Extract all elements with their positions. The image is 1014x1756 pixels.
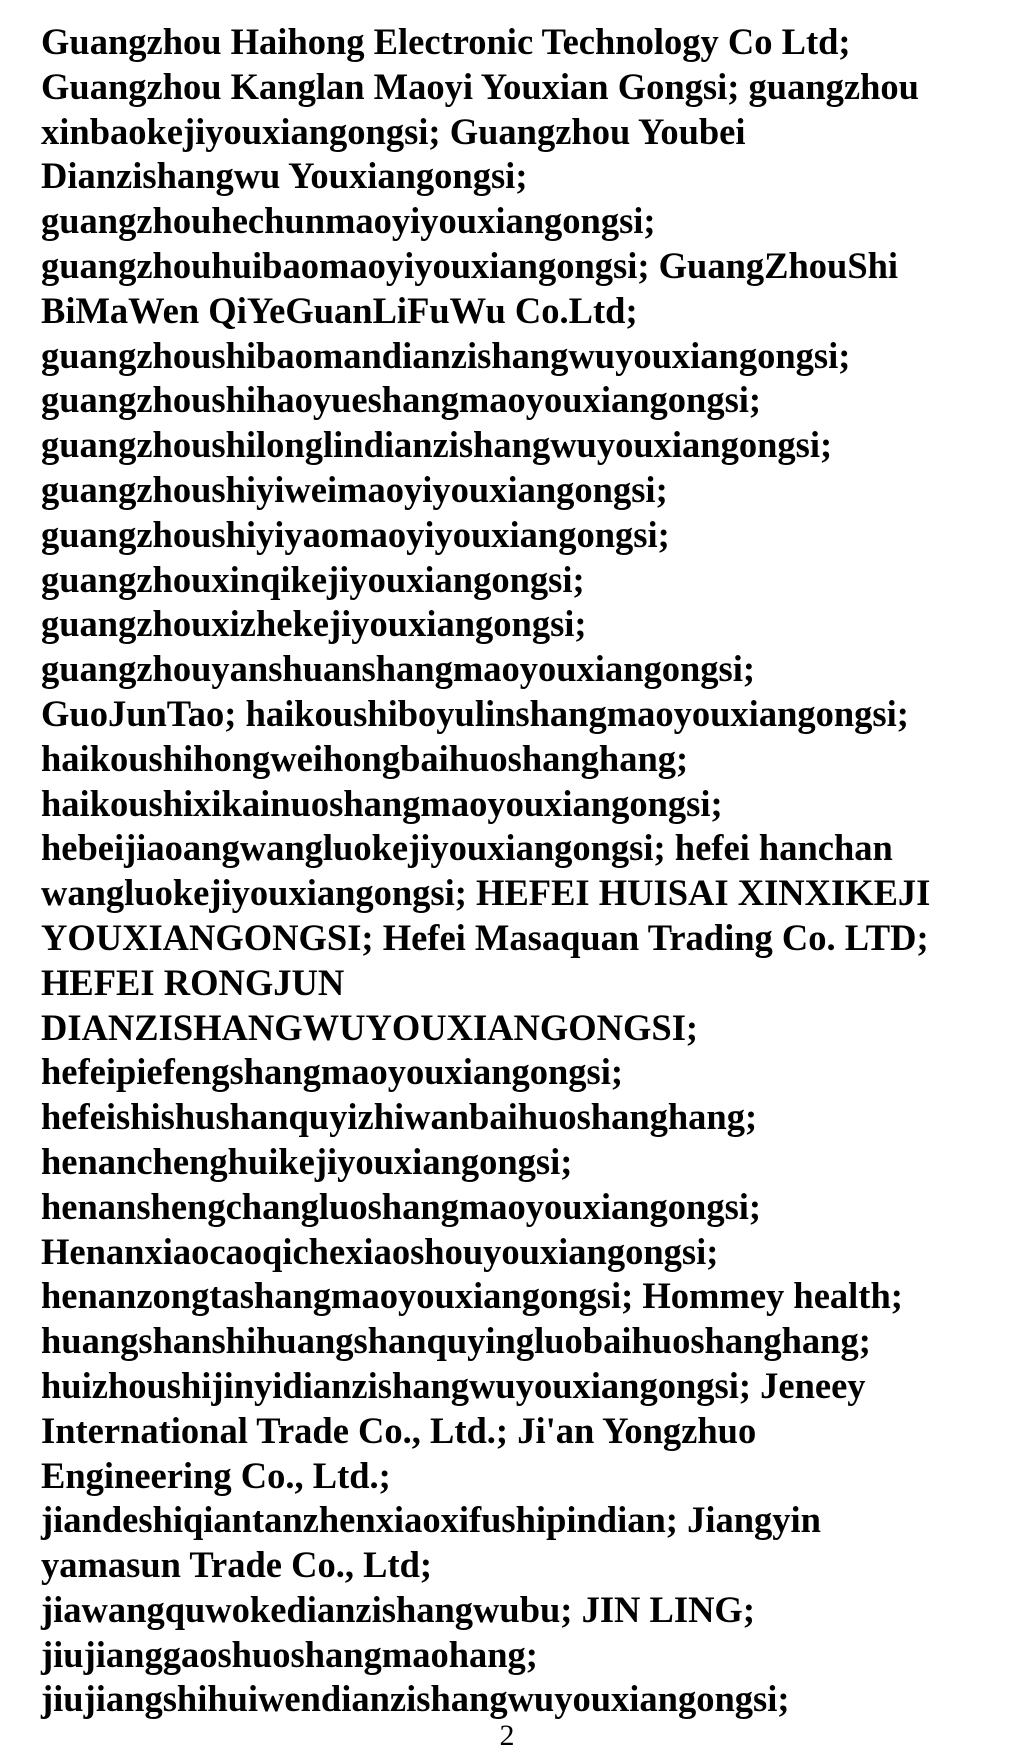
document-line: YOUXIANGONGSI; Hefei Masaquan Trading Co. LTD; (41, 916, 929, 958)
document-line: guangzhouhechunmaoyiyouxiangongsi; (41, 200, 656, 242)
document-line: jiandeshiqiantanzhenxiaoxifushipindian; Jiangyin (41, 1499, 821, 1541)
document-line: wangluokejiyouxiangongsi; HEFEI HUISAI XINXIKEJI (41, 872, 931, 914)
document-line: International Trade Co., Ltd.; Ji'an Yongzhuo (41, 1409, 757, 1451)
document-line: xinbaokejiyouxiangongsi; Guangzhou Youbei (41, 110, 746, 152)
document-line: guangzhoushilonglindianzishangwuyouxiangongsi; (41, 424, 833, 466)
document-line: guangzhouxizhekejiyouxiangongsi; (41, 603, 587, 645)
document-line: Henanxiaocaoqichexiaoshouyouxiangongsi; (41, 1230, 719, 1272)
document-line: hefeishishushanquyizhiwanbaihuoshanghang; (41, 1096, 758, 1138)
document-line: henanchenghuikejiyouxiangongsi; (41, 1140, 573, 1182)
document-line: guangzhoushiyiyaomaoyiyouxiangongsi; (41, 513, 670, 555)
document-line: guangzhouhuibaomaoyiyouxiangongsi; GuangZhouShi (41, 244, 899, 286)
document-line: Dianzishangwu Youxiangongsi; (41, 155, 528, 197)
document-line: DIANZISHANGWUYOUXIANGONGSI; (41, 1006, 699, 1048)
document-line: henanzongtashangmaoyouxiangongsi; Hommey health; (41, 1275, 903, 1317)
document-line: jiujiangshihuiwendianzishangwuyouxiangongsi; (41, 1678, 790, 1720)
document-line: guangzhoushibaomandianzishangwuyouxiangongsi; (41, 334, 851, 376)
document-line: guangzhoushihaoyueshangmaoyouxiangongsi; (41, 379, 762, 421)
document-line: guangzhoushiyiweimaoyiyouxiangongsi; (41, 468, 668, 510)
page-number: 2 (499, 1719, 515, 1752)
document-line: Engineering Co., Ltd.; (41, 1454, 391, 1496)
document-line: haikoushixikainuoshangmaoyouxiangongsi; (41, 782, 723, 824)
document-line: hefeipiefengshangmaoyouxiangongsi; (41, 1051, 624, 1093)
document-line: henanshengchangluoshangmaoyouxiangongsi; (41, 1185, 762, 1227)
document-line: Guangzhou Haihong Electronic Technology Co Ltd; (41, 21, 851, 62)
document-line: jiujianggaoshuoshangmaohang; (41, 1633, 538, 1675)
document-line: BiMaWen QiYeGuanLiFuWu Co.Ltd; (41, 289, 638, 331)
document-line: huangshanshihuangshanquyingluobaihuoshanghang; (41, 1320, 871, 1362)
document-line: guangzhouxinqikejiyouxiangongsi; (41, 558, 585, 600)
document-line: hebeijiaoangwangluokejiyouxiangongsi; hefei hanchan (41, 827, 893, 869)
document-line: haikoushihongweihongbaihuoshanghang; (41, 737, 689, 779)
document-line: yamasun Trade Co., Ltd; (41, 1544, 433, 1586)
document-line: GuoJunTao; haikoushiboyulinshangmaoyouxiangongsi; (41, 692, 909, 734)
document-line: jiawangquwokedianzishangwubu; JIN LING; (41, 1588, 755, 1630)
document-body-text (41, 20, 1001, 1722)
document-line: HEFEI RONGJUN (41, 961, 345, 1003)
document-line: Guangzhou Kanglan Maoyi Youxian Gongsi; guangzhou (41, 65, 919, 107)
document-line: huizhoushijinyidianzishangwuyouxiangongsi; Jeneey (41, 1364, 866, 1406)
document-line: guangzhouyanshuanshangmaoyouxiangongsi; (41, 648, 756, 690)
